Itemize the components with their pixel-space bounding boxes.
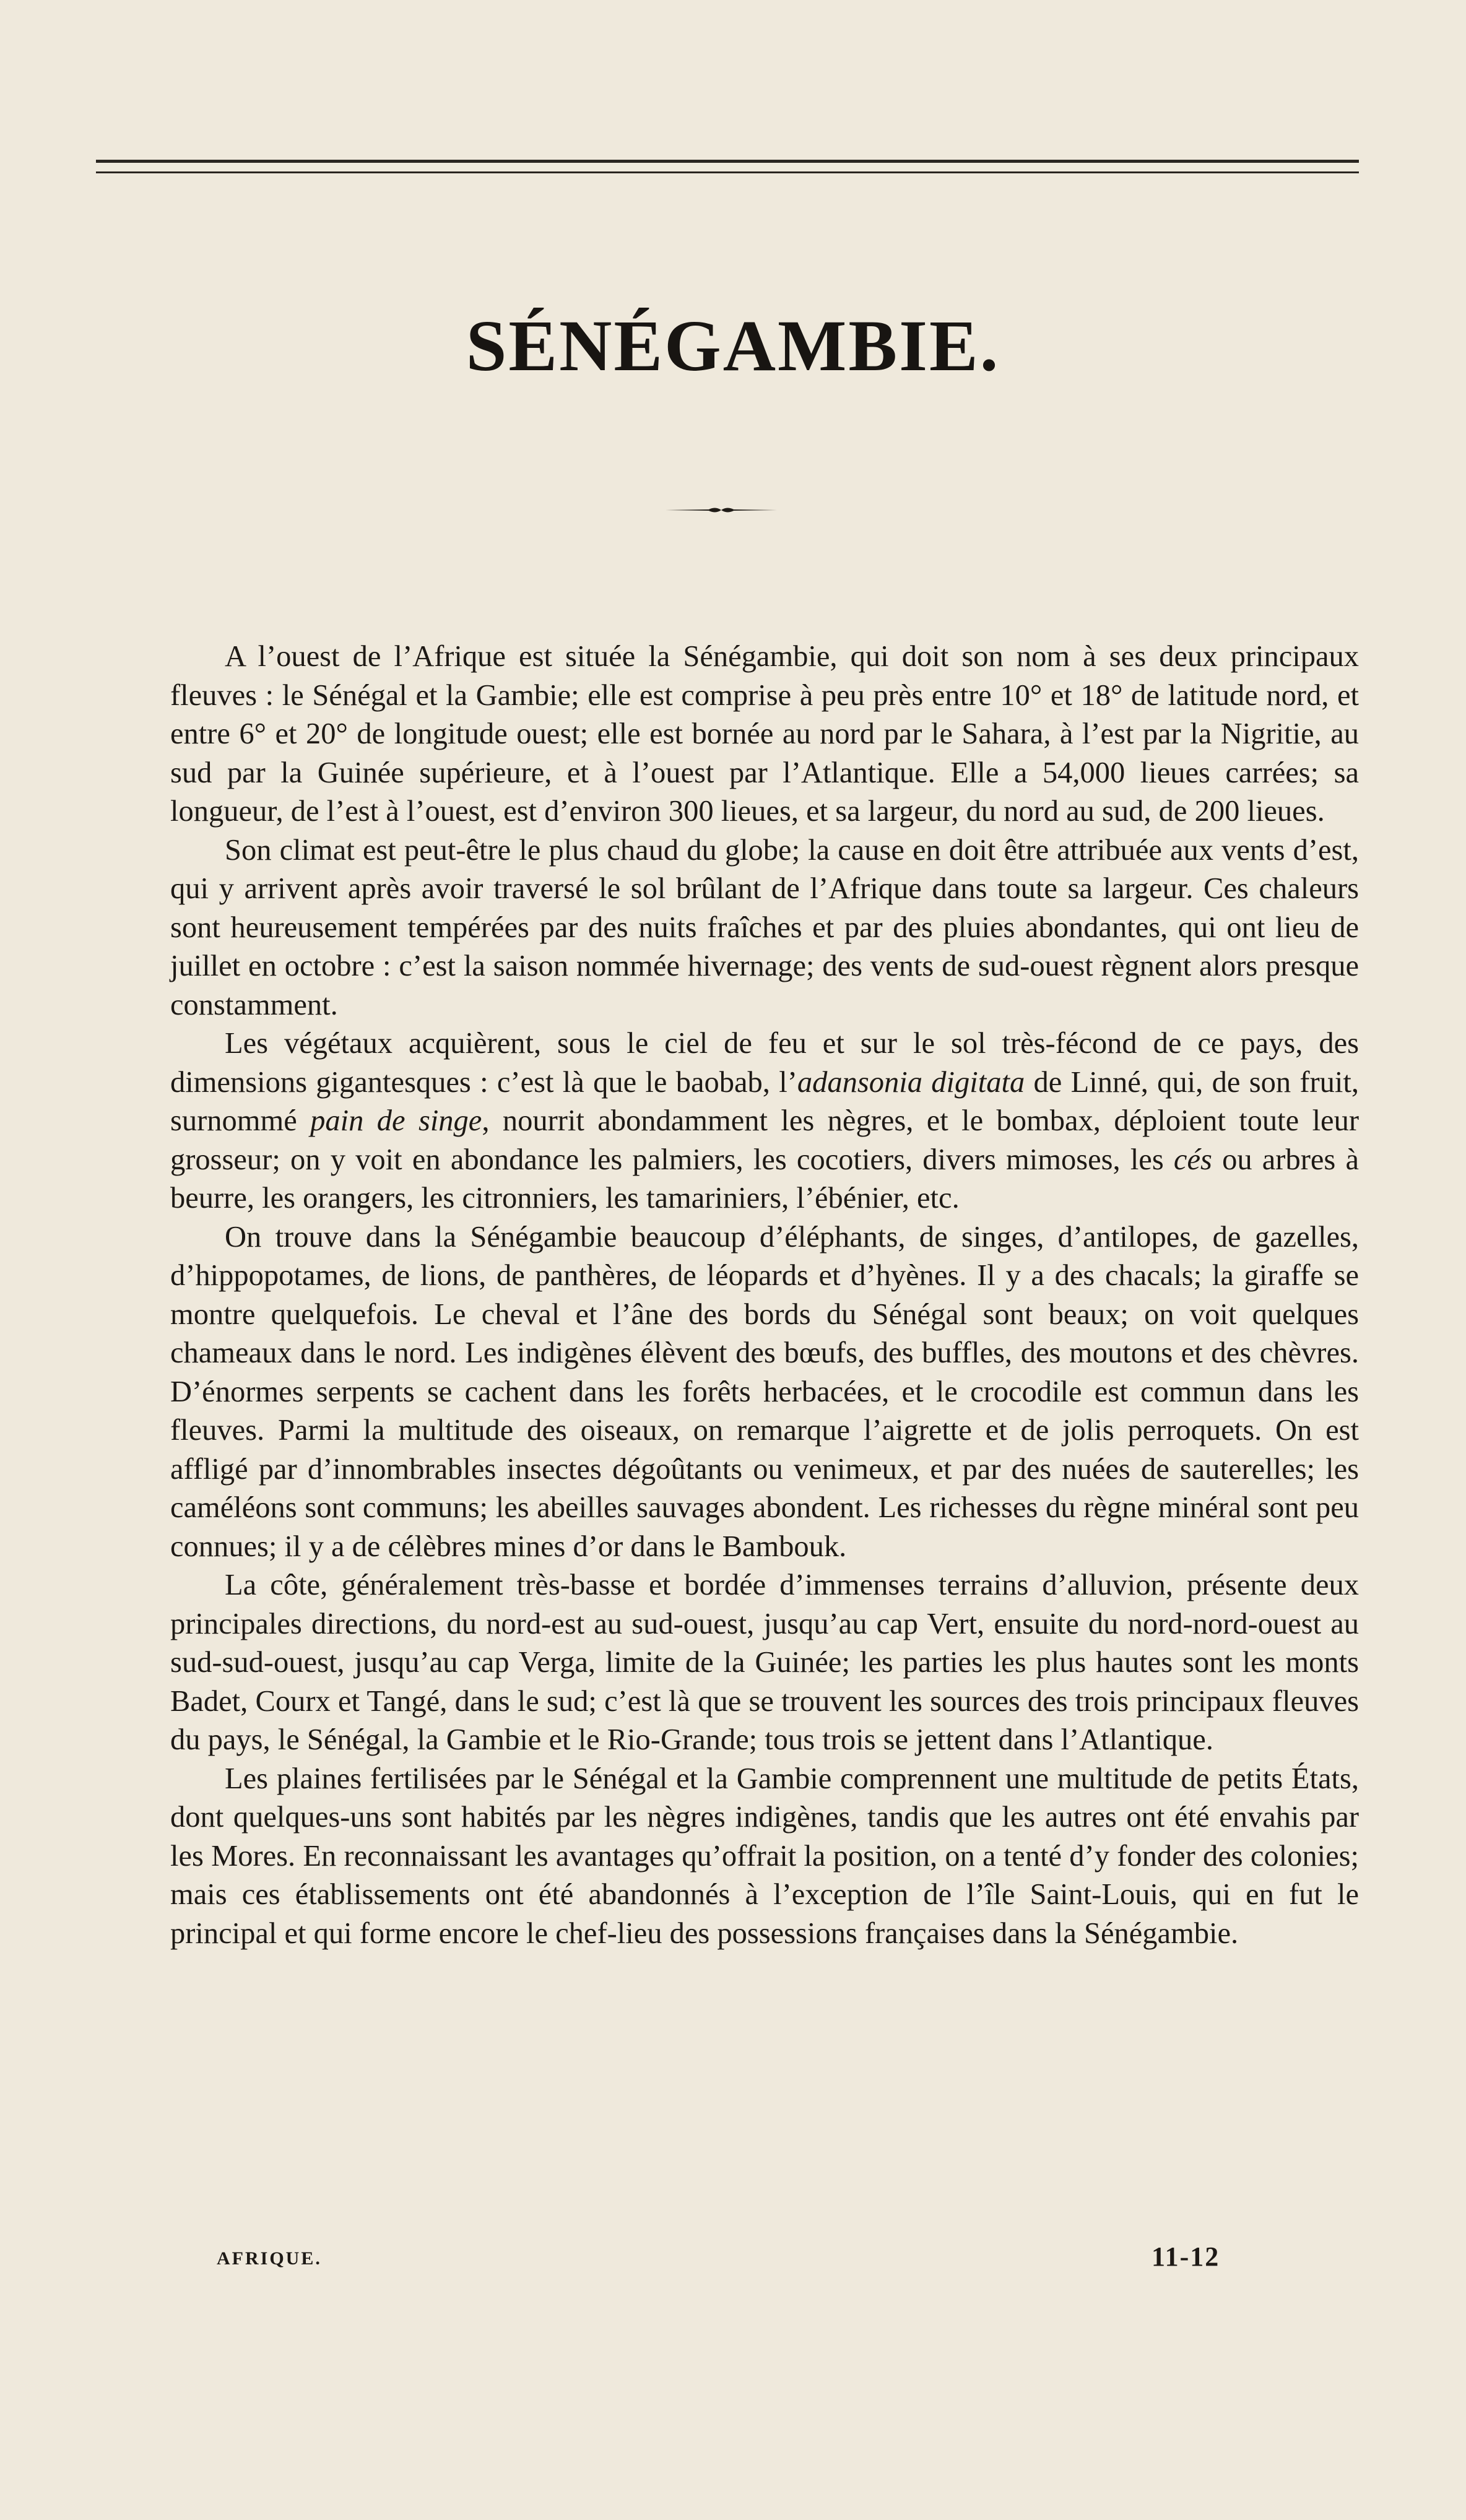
title-ornament	[666, 506, 777, 514]
footer-page-number: 11-12	[1152, 2241, 1220, 2272]
paragraph-text: , nourrit abondamment les nègres, et le bombax, déploient toute leur grosseur; on y voit en abondance les palmiers, les cocotiers, divers mimoses, les	[170, 1104, 1359, 1176]
body-paragraph	[170, 1218, 1359, 1567]
italic-term: pain de singe	[310, 1104, 482, 1137]
italic-term: cés	[1173, 1143, 1212, 1176]
paragraph-text: A l’ouest de l’Afrique est située la Sénégambie, qui doit son nom à ses deux principaux fleuves : le Sénégal et la Gambie; elle est comprise à peu près entre 10° et 18° de latitude nord, et entre 6° et 20° de longitude ouest; elle est bornée au nord par le Sahara, à l’est par la Nigritie, au sud par la Guinée supérieure, et à l’ouest par l’Atlantique. Elle a 54,000 lieues carrées; sa longueur, de l’est à l’ouest, est d’environ 300 lieues, et sa largeur, du nord au sud, de 200 lieues.	[170, 640, 1359, 828]
ornament-center-knot	[708, 508, 735, 513]
body-paragraph	[170, 831, 1359, 1025]
ornament-left-line	[666, 509, 709, 511]
article-body	[170, 638, 1359, 1953]
paragraph-text: La côte, généralement très-basse et bordée d’immenses terrains d’alluvion, présente deux principales directions, du nord-est au sud-ouest, jusqu’au cap Vert, ensuite du nord-nord-ouest au sud-sud-ouest, jusqu’au cap Verga, limite de la Guinée; les parties les plus hautes sont les monts Badet, Courx et Tangé, dans le sud; c’est là que se trouvent les sources des trois principaux fleuves du pays, le Sénégal, la Gambie et le Rio-Grande; tous trois se jettent dans l’Atlantique.	[170, 1569, 1359, 1756]
paragraph-text: Son climat est peut-être le plus chaud du globe; la cause en doit être attribuée aux vents d’est, qui y arrivent après avoir traversé le sol brûlant de l’Afrique dans toute sa largeur. Ces chaleurs sont heureusement tempérées par des nuits fraîches et par des pluies abondantes, qui ont lieu de juillet en octobre : c’est la saison nommée hivernage; des vents de sud-ouest règnent alors presque constamment.	[170, 833, 1359, 1021]
body-paragraph	[170, 1024, 1359, 1218]
body-paragraph	[170, 1566, 1359, 1760]
footer-section-label: AFRIQUE.	[217, 2248, 322, 2269]
page-title: SÉNÉGAMBIE.	[466, 305, 1000, 386]
italic-term: adansonia digitata	[797, 1065, 1025, 1099]
header-double-rule	[96, 160, 1359, 173]
body-paragraph	[170, 638, 1359, 831]
paragraph-text: ou arbres à beurre, les orangers, les citronniers, les tamariniers, l’ébénier, etc.	[170, 1143, 1359, 1215]
ornament-right-line	[734, 509, 777, 511]
paragraph-text: Les plaines fertilisées par le Sénégal et la Gambie comprennent une multitude de petits États, dont quelques-uns sont habités par les nègres indigènes, tandis que les autres ont été envahis par les Mores. En reconnaissant les avantages qu’offrait la position, on a tenté d’y fonder des colonies; mais ces établissements ont été abandonnés à l’exception de l’île Saint-Louis, qui en fut le principal et qui forme encore le chef-lieu des possessions françaises dans la Sénégambie.	[170, 1762, 1359, 1950]
paragraph-text: de Linné, qui, de son fruit, surnommé	[170, 1065, 1360, 1137]
paragraph-text: Les végétaux acquièrent, sous le ciel de feu et sur le sol très-fécond de ce pays, des dimensions gigantesques : c’est là que le baobab, l’	[170, 1027, 1359, 1099]
body-paragraph	[170, 1760, 1359, 1954]
paragraph-text: On trouve dans la Sénégambie beaucoup d’éléphants, de singes, d’antilopes, de gazelles, d’hippopotames, de lions, de panthères, de léopards et d’hyènes. Il y a des chacals; la giraffe se montre quelquefois. Le cheval et l’âne des bords du Sénégal sont beaux; on voit quelques chameaux dans le nord. Les indigènes élèvent des bœufs, des buffles, des moutons et des chèvres. D’énormes serpents se cachent dans les forêts herbacées, et le crocodile est commun dans les fleuves. Parmi la multitude des oiseaux, on remarque l’aigrette et de jolis perroquets. On est affligé par d’innombrables insectes dégoûtants ou venimeux, et par des nuées de sauterelles; les caméléons sont communs; les abeilles sauvages abondent. Les richesses du règne minéral sont peu connues; il y a de célèbres mines d’or dans le Bambouk.	[170, 1220, 1359, 1563]
